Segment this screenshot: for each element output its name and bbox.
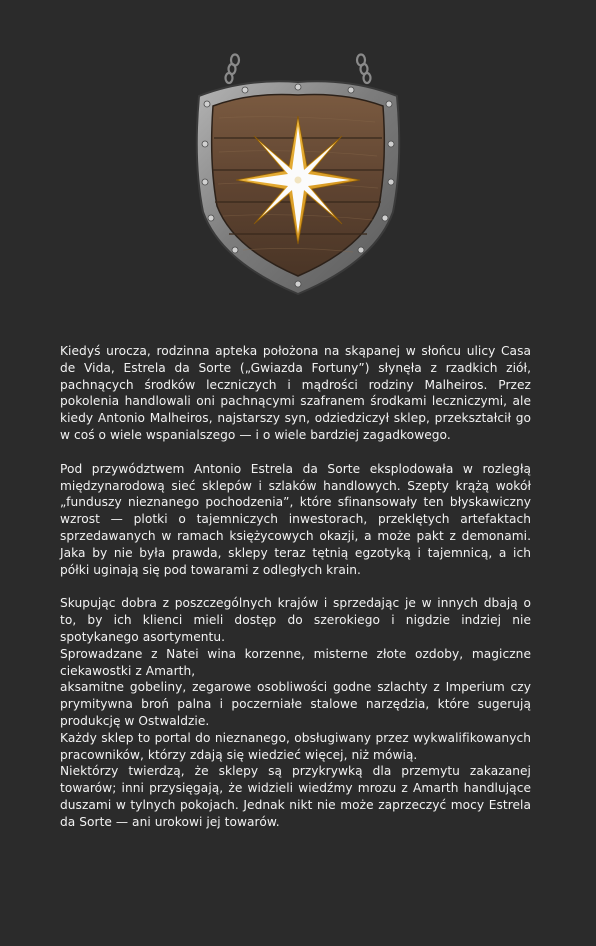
paragraph-history: Kiedyś urocza, rodzinna apteka położona na skąpanej w słońcu ulicy Casa de Vida, Estrela da Sorte („Gwiazda Fortuny”) słynęła z rzadkich ziół, pachnących środków leczniczych i mądrości rodziny Malheiros. Przez pokolenia handlowali oni pachnącymi szafranem środkami leczniczymi, ale kiedy Antonio Malheiros, najstarszy syn, odziedziczył sklep, przekształcił go w coś o wiele wspanialszego — i o wiele bardziej zagadkowego. xyxy=(60,344,531,442)
wooden-shield-star-emblem-icon xyxy=(185,52,411,298)
paragraph-goods-2: aksamitne gobeliny, zegarowe osobliwości godne szlachty z Imperium czy prymitywna broń palna i poczerniałe stalowe narzędzia, które sugerują produkcję w Ostwaldzie. xyxy=(60,680,531,728)
paragraph-rumors: Niektórzy twierdzą, że sklepy są przykrywką dla przemytu zakazanej towarów; inni przysięgają, że widzieli wiedźmy mrozu z Amarth handlujące duszami w tylnych pokojach. Jednak nikt nie może zaprzeczyć mocy Estrela da Sorte — ani urokowi jej towarów. xyxy=(60,764,531,829)
emblem xyxy=(185,52,411,298)
chain-left xyxy=(226,55,240,84)
description-text xyxy=(60,343,531,831)
chain-right xyxy=(357,55,371,84)
paragraph-expansion: Pod przywództwem Antonio Estrela da Sorte eksplodowała w rozległą międzynarodową sieć sklepów i szlaków handlowych. Szepty krążą wokół „funduszy nieznanego pochodzenia”, które sfinansowały ten błyskawiczny wzrost — plotki o tajemniczych inwestorach, przeklętych artefaktach sprzedawanych w ramach księżycowych okazji, a może pakt z demonami. Jaka by nie była prawda, sklepy teraz tętnią egzotyką i tajemnicą, a ich półki uginają się pod towarami z odległych krain. xyxy=(60,461,531,577)
paragraph-portal: Każdy sklep to portal do nieznanego, obsługiwany przez wykwalifikowanych pracowników, którzy zdają się wiedzieć więcej, niż mówią. xyxy=(60,730,531,762)
paragraph-trade: Skupując dobra z poszczególnych krajów i sprzedając je w innych dbają o to, by ich klienci mieli dostęp do szerokiego i nigdzie indziej nie spotykanego asortymentu. xyxy=(60,596,531,644)
paragraph-goods-1: Sprowadzane z Natei wina korzenne, misterne złote ozdoby, magiczne ciekawostki z Amarth, xyxy=(60,646,531,678)
